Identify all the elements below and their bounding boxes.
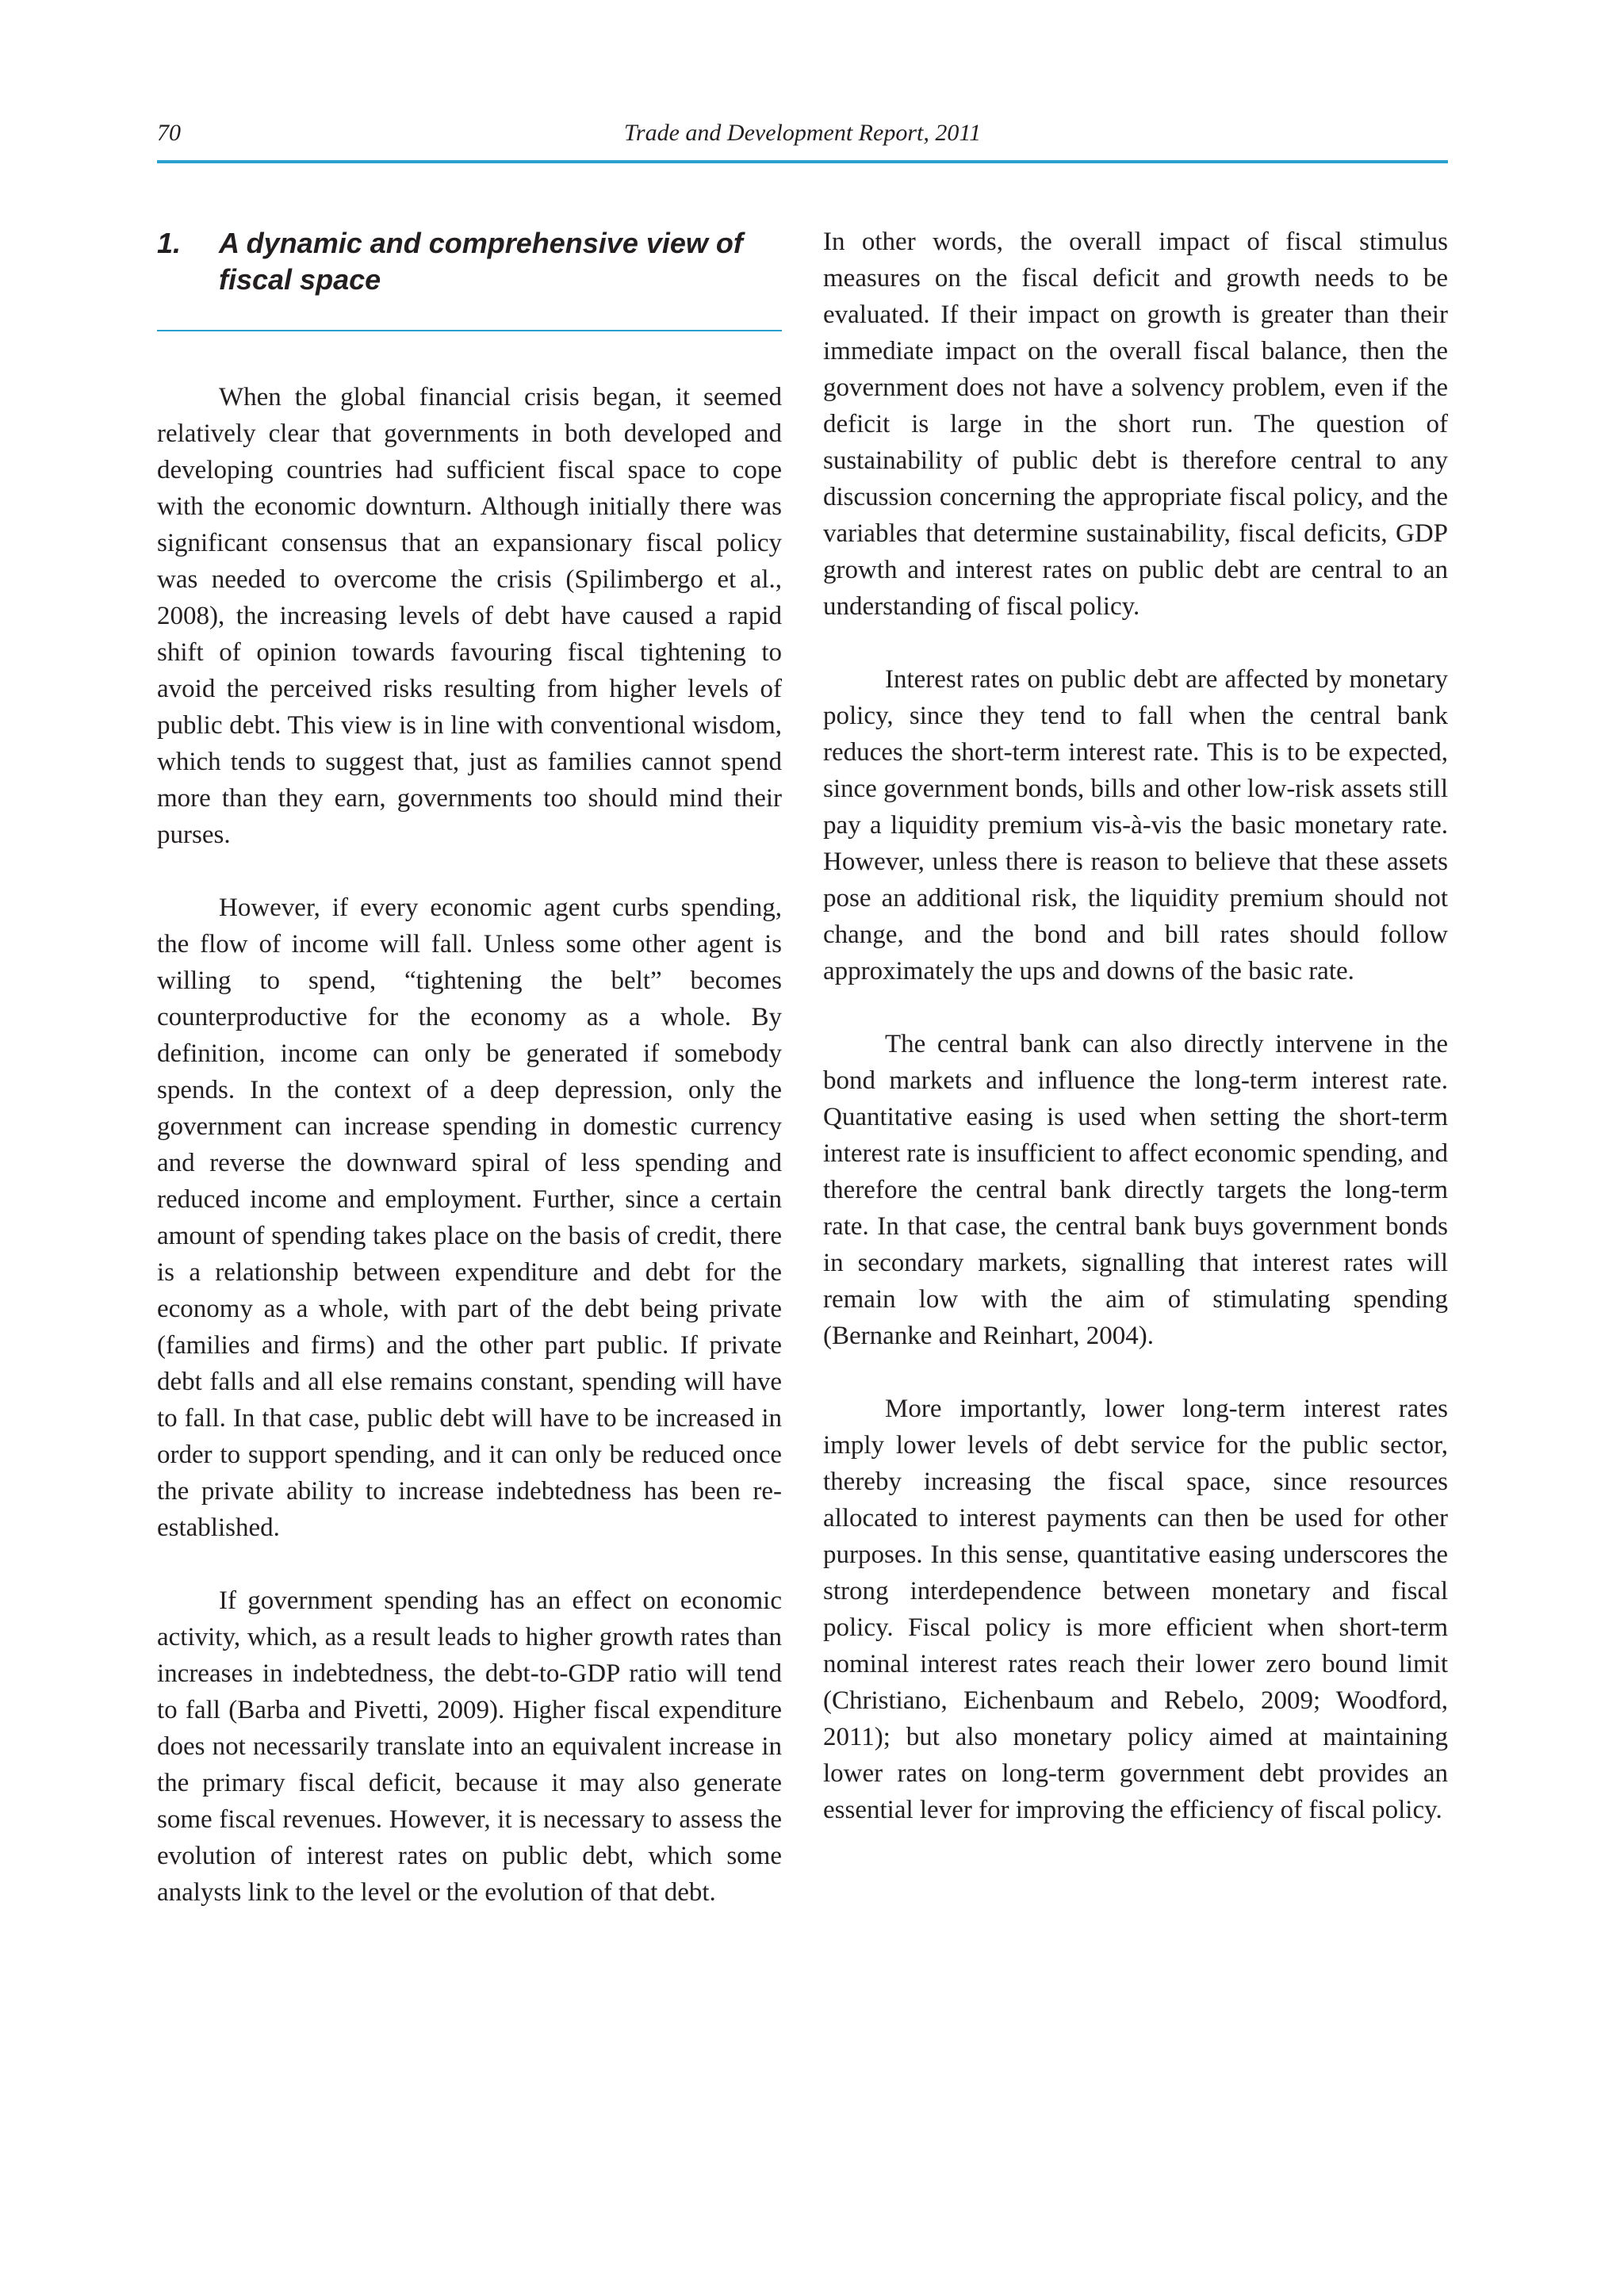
running-title: Trade and Development Report, 2011 xyxy=(623,120,982,146)
paragraph-continuation: In other words, the overall impact of fiscal stimulus measures on the fiscal deficit and growth needs to be evaluated. If their impact on growth is greater than their immediate impact on the overall fiscal balance, then the government does not have a solvency problem, even if the deficit is large in the short run. The question of sustainability of public debt is therefore central to any discussion concerning the appropriate fiscal policy, and the variables that determine sustainability, fiscal deficits, GDP growth and interest rates on public debt are central to an understanding of fiscal policy. xyxy=(823,228,1448,621)
section-heading xyxy=(157,224,782,298)
section-title: A dynamic and comprehensive view of fiscal space xyxy=(219,227,743,296)
paragraph: Interest rates on public debt are affected by monetary policy, since they tend to fall when the central bank reduces the short-term interest rate. This is to be expected, since government bonds, bills and other low-risk assets still pay a liquidity premium vis-à-vis the basic monetary rate. However, unless there is reason to believe that these assets pose an additional risk, the liquidity premium should not change, and the bond and bill rates should follow approximately the ups and downs of the basic rate. xyxy=(823,665,1448,985)
paragraph: However, if every economic agent curbs spending, the flow of income will fall. Unless some other agent is willing to spend, “tightening the belt” becomes counterproductive for the economy as a whole. By definition, income can only be generated if somebody spends. In the context of a deep depression, only the government can increase spending in domestic currency and reverse the downward spiral of less spending and reduced income and employment. Further, since a certain amount of spending takes place on the basis of credit, there is a relationship between expenditure and debt for the economy as a whole, with part of the debt being private (families and firms) and the other part public. If private debt falls and all else remains constant, spending will have to fall. In that case, public debt will have to be increased in order to support spending, and it can only be reduced once the private ability to increase indebtedness has been re-established. xyxy=(157,894,782,1542)
paragraph: If government spending has an effect on economic activity, which, as a result leads to higher growth rates than increases in indebtedness, the debt-to-GDP ratio will tend to fall (Barba and Pivetti, 2009). Higher fiscal expenditure does not necessarily translate into an equivalent increase in the primary fiscal deficit, because it may also generate some fiscal revenues. However, it is necessary to assess the evolution of interest rates on public debt, which some analysts link to the level or the evolution of that debt. xyxy=(157,1586,782,1907)
section-number: 1. xyxy=(157,227,182,259)
paragraph: The central bank can also directly intervene in the bond markets and influence the long-term interest rate. Quantitative easing is used when setting the short-term interest rate is insufficient to affect economic spending, and therefore the central bank directly targets the long-term rate. In that case, the central bank buys government bonds in secondary markets, signalling that interest rates will remain low with the aim of stimulating spending (Bernanke and Reinhart, 2004). xyxy=(823,1030,1448,1350)
header-rule xyxy=(157,160,1448,163)
left-column xyxy=(157,224,782,1947)
right-column xyxy=(823,224,1448,1865)
paragraph: When the global financial crisis began, it seemed relatively clear that governments in both developed and developing countries had sufficient fiscal space to cope with the economic downturn. Although initially there was significant consensus that an expansionary fiscal policy was needed to overcome the crisis (Spilimbergo et al., 2008), the increasing levels of debt have caused a rapid shift of opinion towards favouring fiscal tightening to avoid the perceived risks resulting from higher levels of public debt. This view is in line with conventional wisdom, which tends to suggest that, just as families cannot spend more than they earn, governments too should mind their purses. xyxy=(157,383,782,849)
section-rule xyxy=(157,330,782,331)
page-number: 70 xyxy=(157,120,181,146)
paragraph: More importantly, lower long-term interest rates imply lower levels of debt service for the public sector, thereby increasing the fiscal space, since resources allocated to interest payments can then be used for other purposes. In this sense, quantitative easing underscores the strong interdependence between monetary and fiscal policy. Fiscal policy is more efficient when short-term nominal interest rates reach their lower zero bound limit (Christiano, Eichenbaum and Rebelo, 2009; Woodford, 2011); but also monetary policy aimed at maintaining lower rates on long-term government debt provides an essential lever for improving the efficiency of fiscal policy. xyxy=(823,1395,1448,1824)
page-header xyxy=(157,117,1448,162)
